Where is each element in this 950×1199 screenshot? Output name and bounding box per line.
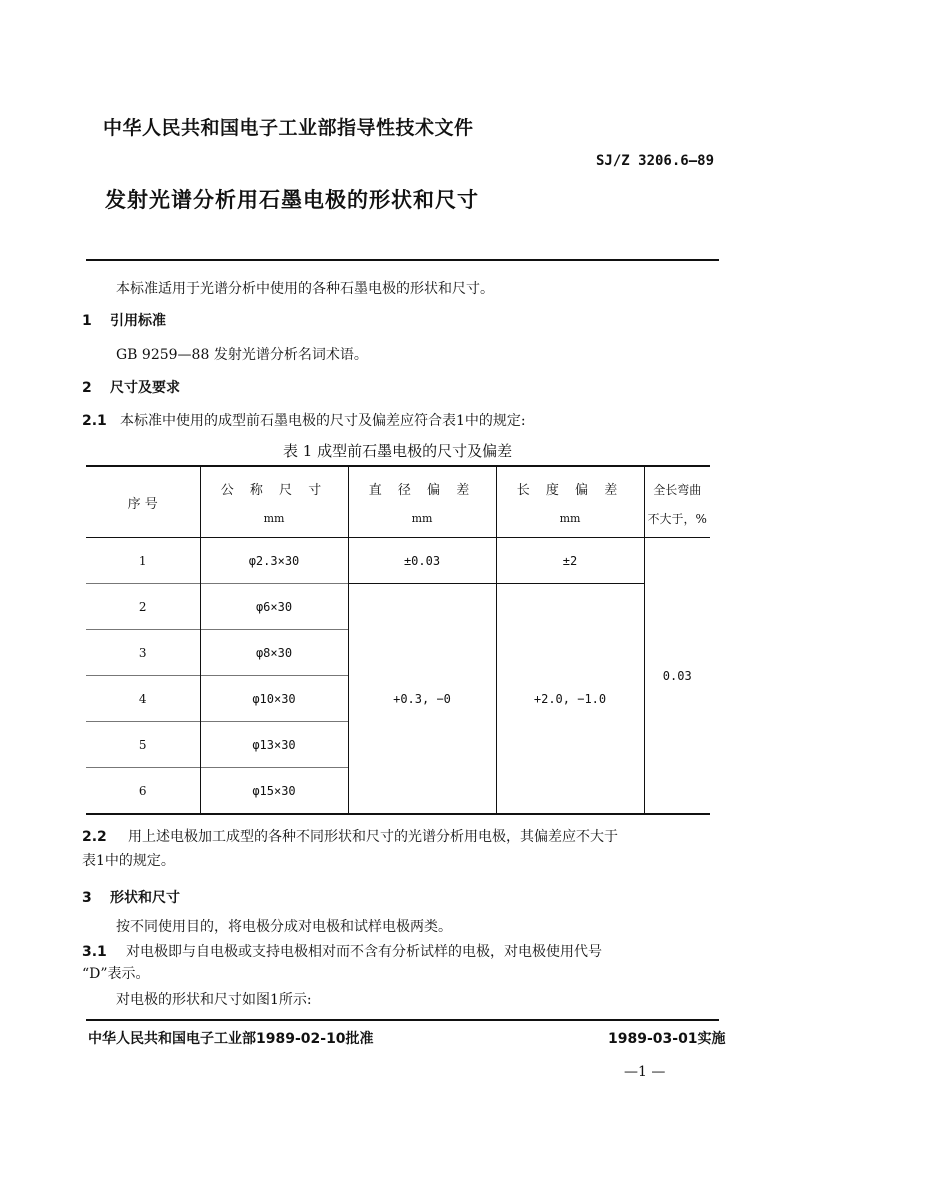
row-no: 2 [86, 584, 200, 630]
row-nominal: φ8×30 [200, 630, 348, 676]
row-nominal: φ10×30 [200, 676, 348, 722]
clause-2-2 [82, 827, 722, 871]
section-3-body: 按不同使用目的，将电极分成对电极和试样电极两类。 [116, 919, 452, 935]
row-no: 4 [86, 676, 200, 722]
row-nominal: φ15×30 [200, 768, 348, 815]
clause-text-line1: 用上述电极加工成型的各种不同形状和尺寸的光谱分析用电极，其偏差应不大于 [128, 829, 618, 845]
section-1-body: GB 9259—88 发射光谱分析名词术语。 [116, 347, 368, 363]
clause-number: 2.2 [82, 829, 107, 845]
row-nominal: φ6×30 [200, 584, 348, 630]
clause-text-line3: 对电极的形状和尺寸如图1所示: [116, 992, 312, 1008]
approval-note: 中华人民共和国电子工业部1989-02-10批准 [88, 1031, 374, 1047]
clause-2-1 [82, 411, 526, 431]
clause-3-1 [82, 942, 722, 1010]
intro-paragraph: 本标准适用于光谱分析中使用的各种石墨电极的形状和尺寸。 [116, 281, 494, 297]
header-no: 序 号 [86, 466, 200, 538]
section-title: 引用标准 [110, 313, 166, 329]
document-title: 发射光谱分析用石墨电极的形状和尺寸 [105, 188, 479, 212]
section-title: 尺寸及要求 [110, 380, 180, 396]
dimension-table [86, 465, 710, 815]
header-rule [86, 259, 719, 261]
clause-number: 3.1 [82, 944, 107, 960]
issuer-heading: 中华人民共和国电子工业部指导性技术文件 [103, 117, 474, 139]
document-code: SJ/Z 3206.6—89 [596, 153, 715, 169]
row-no: 3 [86, 630, 200, 676]
row-no: 6 [86, 768, 200, 815]
effective-date: 1989-03-01实施 [608, 1031, 726, 1047]
table-row [86, 538, 710, 584]
table-caption: 表 1 成型前石墨电极的尺寸及偏差 [283, 442, 513, 460]
footer-rule [86, 1019, 719, 1021]
row-length-tolerance: ±2 [496, 538, 644, 584]
section-3-heading [82, 887, 180, 907]
row-no: 1 [138, 553, 147, 568]
section-2-heading [82, 377, 180, 397]
length-tolerance-shared: +2.0, −1.0 [496, 584, 644, 815]
header-length-tolerance: 长 度 偏 差 mm [496, 466, 644, 538]
header-diameter-tolerance: 直 径 偏 差 mm [348, 466, 496, 538]
row-diameter-tolerance: ±0.03 [348, 538, 496, 584]
row-nominal: φ13×30 [200, 722, 348, 768]
section-number: 1 [82, 313, 92, 329]
header-nominal: 公 称 尺 寸 mm [200, 466, 348, 538]
section-number: 2 [82, 380, 92, 396]
diameter-tolerance-shared: +0.3, −0 [348, 584, 496, 815]
page-number: —1 — [624, 1064, 666, 1080]
clause-text-line2: 表1中的规定。 [82, 853, 175, 869]
clause-text: 本标准中使用的成型前石墨电极的尺寸及偏差应符合表1中的规定: [120, 413, 526, 429]
table-row [86, 584, 710, 630]
bend-tolerance: 0.03 [644, 538, 710, 815]
clause-text-line1: 对电极即与自电极或支持电极相对而不含有分析试样的电极，对电极使用代号 [126, 944, 602, 960]
section-title: 形状和尺寸 [110, 890, 180, 906]
clause-text-line2: “D”表示。 [82, 966, 150, 982]
section-number: 3 [82, 890, 92, 906]
row-no: 5 [86, 722, 200, 768]
clause-number: 2.1 [82, 413, 107, 429]
section-1-heading [82, 310, 166, 330]
header-bend: 全长弯曲 不大于，% [644, 466, 710, 538]
row-nominal: φ2.3×30 [200, 538, 348, 584]
